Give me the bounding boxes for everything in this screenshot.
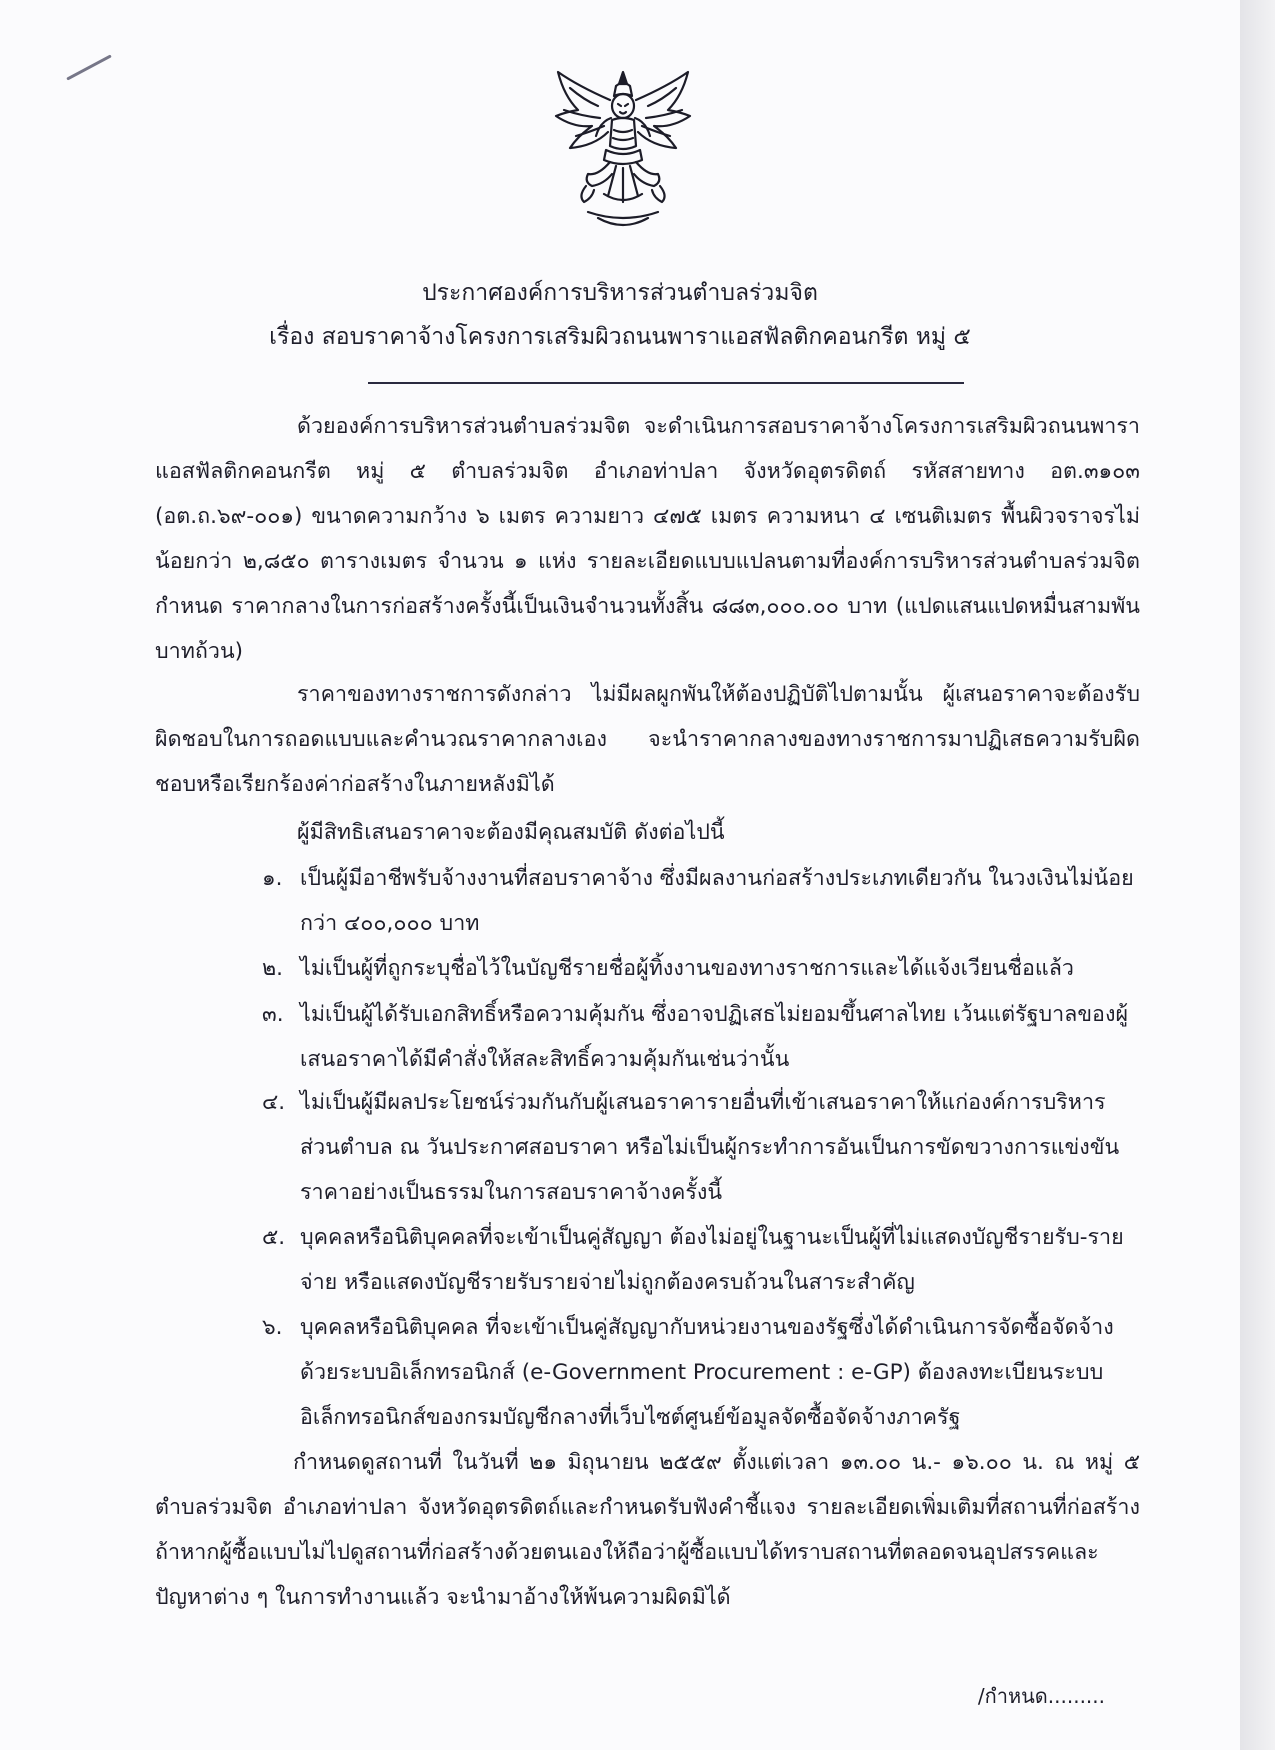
- title-divider: [368, 382, 964, 384]
- qualification-text: ไม่เป็นผู้ที่ถูกระบุชื่อไว้ในบัญชีรายชื่อผู้ทิ้งงานของทางราชการและได้แจ้งเวียนชื่อแล้ว: [300, 956, 1074, 981]
- paragraph-2-text: ราคาของทางราชการดังกล่าว ไม่มีผลผูกพันให้ต้องปฏิบัติไปตามนั้น ผู้เสนอราคาจะต้องรับผิดชอบในการถอดแบบและคำนวณราคากลางเอง จะนำราคากลางของทางราชการมาปฏิเสธความรับผิดชอบหรือเรียกร้องค่าก่อสร้างในภายหลังมิได้: [155, 682, 1140, 797]
- qualification-text: ไม่เป็นผู้ได้รับเอกสิทธิ์หรือความคุ้มกัน ซึ่งอาจปฏิเสธไม่ยอมขึ้นศาลไทย เว้นแต่รัฐบาลของผู้เสนอราคาได้มีคำสั่งให้สละสิทธิ์ความคุ้มกันเช่นว่านั้น: [300, 1002, 1129, 1072]
- paragraph-3-text: กำหนดดูสถานที่ ในวันที่ ๒๑ มิถุนายน ๒๕๕๙ ตั้งแต่เวลา ๑๓.๐๐ น.- ๑๖.๐๐ น. ณ หมู่ ๕ ตำบลร่วมจิต อำเภอท่าปลา จังหวัดอุตรดิตถ์และกำหนดรับฟังคำชี้แจง รายละเอียดเพิ่มเติมที่สถานที่ก่อสร้าง ถ้าหากผู้ซื้อแบบไม่ไปดูสถานที่ก่อสร้างด้วยตนเองให้ถือว่าผู้ซื้อแบบได้ทราบสถานที่ตลอดจนอุปสรรคและปัญหาต่าง ๆ ในการทำงานแล้ว จะนำมาอ้างให้พ้นความผิดมิได้: [155, 1450, 1140, 1610]
- qualification-item: [262, 1080, 1140, 1215]
- paragraph-price-terms: [155, 672, 1140, 807]
- qualification-number: ๓.: [262, 1002, 284, 1027]
- qualification-item: [262, 1215, 1140, 1305]
- qualification-number: ๖.: [262, 1315, 283, 1340]
- qualifications-heading: ผู้มีสิทธิเสนอราคาจะต้องมีคุณสมบัติ ดังต่อไปนี้: [297, 820, 725, 845]
- announcement-title: ประกาศองค์การบริหารส่วนตำบลร่วมจิต: [422, 280, 818, 306]
- paragraph-site-visit: [155, 1440, 1140, 1620]
- qualification-text: เป็นผู้มีอาชีพรับจ้างงานที่สอบราคาจ้าง ซึ่งมีผลงานก่อสร้างประเภทเดียวกัน ในวงเงินไม่น้อยกว่า ๔๐๐,๐๐๐ บาท: [300, 866, 1134, 936]
- qualification-text: ไม่เป็นผู้มีผลประโยชน์ร่วมกันกับผู้เสนอราคารายอื่นที่เข้าเสนอราคาให้แก่องค์การบริหารส่วนตำบล ณ วันประกาศสอบราคา หรือไม่เป็นผู้กระทำการอันเป็นการขัดขวางการแข่งขันราคาอย่างเป็นธรรมในการสอบราคาจ้างครั้งนี้: [300, 1090, 1120, 1205]
- qualification-text: บุคคลหรือนิติบุคคล ที่จะเข้าเป็นคู่สัญญากับหน่วยงานของรัฐซึ่งได้ดำเนินการจัดซื้อจัดจ้างด้วยระบบอิเล็กทรอนิกส์ (e-Government Procurement : e-GP) ต้องลงทะเบียนระบบอิเล็กทรอนิกส์ของกรมบัญชีกลางที่เว็บไซต์ศูนย์ข้อมูลจัดซื้อจัดจ้างภาครัฐ: [300, 1315, 1114, 1430]
- page-continuation-marker: /กำหนด.........: [977, 1684, 1105, 1708]
- paragraph-1-text: ด้วยองค์การบริหารส่วนตำบลร่วมจิต จะดำเนินการสอบราคาจ้างโครงการเสริมผิวถนนพาราแอสฟัลติกคอนกรีต หมู่ ๕ ตำบลร่วมจิต อำเภอท่าปลา จังหวัดอุตรดิตถ์ รหัสสายทาง อต.๓๑๐๓ (อต.ถ.๖๙-๐๐๑) ขนาดความกว้าง ๖ เมตร ความยาว ๔๗๕ เมตร ความหนา ๔ เซนติเมตร พื้นผิวจราจรไม่น้อยกว่า ๒,๘๕๐ ตารางเมตร จำนวน ๑ แห่ง รายละเอียดแบบแปลนตามที่องค์การบริหารส่วนตำบลร่วมจิตกำหนด ราคากลางในการก่อสร้างครั้งนี้เป็นเงินจำนวนทั้งสิ้น ๘๘๓,๐๐๐.๐๐ บาท (แปดแสนแปดหมื่นสามพันบาทถ้วน): [155, 414, 1140, 664]
- announcement-subject: เรื่อง สอบราคาจ้างโครงการเสริมผิวถนนพาราแอสฟัลติกคอนกรีต หมู่ ๕: [269, 324, 971, 350]
- paragraph-project-details: [155, 404, 1140, 674]
- pen-mark: [66, 54, 112, 80]
- qualification-item: [262, 992, 1140, 1082]
- qualification-number: ๒.: [262, 956, 284, 981]
- qualification-item: [262, 946, 1140, 991]
- qualification-number: ๑.: [262, 866, 283, 891]
- qualification-number: ๔.: [262, 1090, 286, 1115]
- qualification-item: [262, 1305, 1140, 1440]
- garuda-emblem-icon: [548, 66, 698, 236]
- qualification-text: บุคคลหรือนิติบุคคลที่จะเข้าเป็นคู่สัญญา ต้องไม่อยู่ในฐานะเป็นผู้ที่ไม่แสดงบัญชีรายรับ-รายจ่าย หรือแสดงบัญชีรายรับรายจ่ายไม่ถูกต้องครบถ้วนในสาระสำคัญ: [300, 1225, 1124, 1295]
- qualification-item: [262, 856, 1140, 946]
- page-edge: [1240, 0, 1275, 1750]
- qualification-number: ๕.: [262, 1225, 286, 1250]
